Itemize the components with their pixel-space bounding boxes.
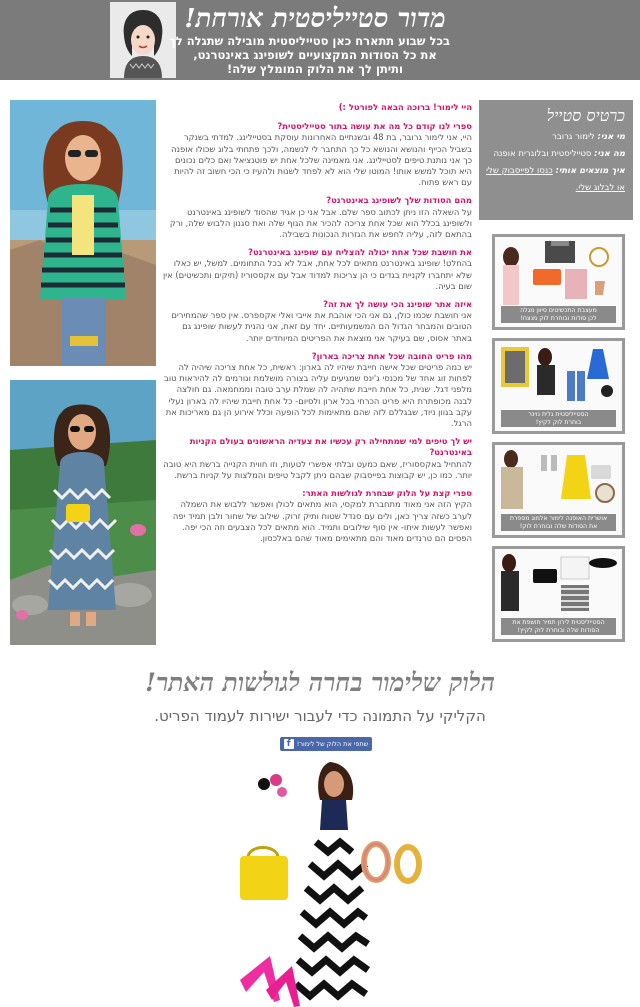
facebook-icon: f xyxy=(284,739,294,749)
answer: על השאלה הזו ניתן לכתוב ספר שלם. אבל אני כן אגיד שהסוד לשופינג באינטרנט ולשופינג בכלל הוא שכל אחת צריכה להכיר את הגוף שלה ואת סגנון הלבוש שלה, ורק בהתאם לזה, עליה לחפש את הגזרות הנכונות בשבילה. xyxy=(169,206,472,240)
card-label: איך מוצאים אותי: xyxy=(555,166,625,176)
share-label: שתפי את הלוק של לימור! xyxy=(296,740,369,748)
look-card[interactable] xyxy=(492,234,625,330)
interview-article xyxy=(162,102,472,652)
answer: אני חושבת שכמו כולן, גם אני הכי אוהבת את אייבי ואלי אקספרס. אין ספר שהמחירים הטובים והמבחר הגדול הם המשמעותיים. יחד עם זאת, אני נהנית לעשות שופינג גם באתר אסוס, שם בעיקר אני מוצאת את הפריטים המיוחדים יותר. xyxy=(171,310,472,343)
related-looks xyxy=(492,234,625,650)
card-label: מה אני: xyxy=(594,149,625,159)
facebook-link[interactable]: כנסו לפייסבוק שלי xyxy=(486,166,553,176)
card-row-blog xyxy=(487,183,625,194)
look-card[interactable] xyxy=(492,442,625,538)
caption-line: הסטייליסטית לירון תמיר חושפת את xyxy=(512,619,605,626)
question: ספרי קצת על הלוק שבחרת לגולשות האתר: xyxy=(302,488,472,499)
subtitle-line: בכל שבוע תתארח כאן סטייליסטית מובילה שתגלה לך xyxy=(169,34,450,48)
question: מהו פריט החובה שכל אחת צריכה בארון? xyxy=(311,350,472,361)
look-card[interactable] xyxy=(492,546,625,642)
answer: יש כמה פריטים שכל אישה חייבת שיהיו לה בארון: ראשית, כל אחת צריכה שיהיה לה לפחות זוג אחד של מכנסי ג'ינס שמגיעים עליה בצורה מושלמת וגורמים לה להיראות טוב מלפני דגל. שנית, כל אחת חייבת שתהיה לה שמלת ערב טובה וממחמאה. גם חולצה לבנה מכופתרת היא פריט הכרחי בכל ארון ולסיום- כל אחת חייבת שיהיו לה בארון נעלי עקב בגוון ניוד, שבגללם לזה שהם מתאימות לכל הופעה וכלל אירוע הן גם מאריכות את הרגל. xyxy=(164,362,472,429)
page-title: מדור סטייליסטית אורחת! xyxy=(184,4,446,34)
question: את חושבת שכל אחת יכולה להצליח עם שופינג באינטרנט? xyxy=(248,247,472,258)
answer: בהחלט! שופינג באינטרנט מתאים לכל אחת, אבל לא בכל התחומים. למשל, יש כאלו שלא יתחברו לקניית בגדים כי הן צריכות למדוד אבל עם אקססוריז (תיקים ותכשיטים) אין שום בעיה. xyxy=(162,258,472,291)
stylist-photo-1 xyxy=(10,100,156,366)
header-subtitle xyxy=(169,34,450,76)
question: מהם הסודות שלך לשופינג באינטרנט? xyxy=(326,195,472,206)
question: יש לך טיפים למי שמתחילה רק עכשיו את צעדיה הראשונים בעולם הקניות באינטרנט? xyxy=(189,436,472,458)
look-caption xyxy=(501,306,616,323)
look-tagline: הלוק שלימור בחרה לגולשות האתר! xyxy=(145,668,495,697)
look-caption xyxy=(501,410,616,427)
page-header xyxy=(0,0,640,80)
click-hint: הקליקי על התמונה כדי לעבור ישירות לעמוד הפריט. xyxy=(154,707,486,725)
caption-line: לכן סודות ובוחרת לוק מנצח! xyxy=(520,314,597,322)
question: איזה אתר שופינג הכי עושה לך את זה? xyxy=(323,299,472,310)
answer: היי, אני לימור גרובר, בת 48 ובשנתיים האחרונות עוסקת בסטיילינג. למדתי בשנקר בשביל הכייף והנושא והנושא כל כך התחבר לי לנשמה, ולכך פתחתי בלוג שכולו אופנה כך אני נותנת טיפים לסטיילינג. אני מאמינה שלכל אחת יש פוטנציאל ואם כלים נכונים היא תוכל למשש אותו! המוטו שלי הוא לא לפחד לשנות ולהעיז כי הכי חשוב זה להיות עם ראש פתוח. xyxy=(171,132,472,188)
caption-line: מעצבת התכשיטים סיוון מגלה xyxy=(520,307,597,314)
guest-avatar xyxy=(110,2,176,78)
card-value: לימור גרובר xyxy=(552,132,595,142)
main-content xyxy=(0,80,640,655)
look-card[interactable] xyxy=(492,338,625,434)
subtitle-line: ותיתן לך את הלוק המומלץ שלה! xyxy=(227,62,403,76)
card-row-what xyxy=(487,149,625,160)
caption-line: אושרית האופנה לימור אלמוג מספרת xyxy=(509,515,608,522)
subtitle-line: את כל הסודות המקצועיים לשופינג באינטרנט, xyxy=(193,48,437,62)
caption-line: את הסודות שלה ובוחרת לוק! xyxy=(519,522,598,530)
look-caption xyxy=(501,514,616,531)
caption-line: בוחרת לוק לקיץ! xyxy=(535,418,582,426)
blog-link[interactable]: או לבלוג שלי. xyxy=(575,183,625,193)
facebook-share-button[interactable] xyxy=(280,737,372,751)
question: ספרי לנו קודם כל מה את עושה בתור סטייליסטית? xyxy=(277,121,472,132)
caption-line: הסטייליסטית גלית נוינר xyxy=(528,411,589,418)
chosen-look-collage[interactable] xyxy=(230,760,430,1007)
caption-line: הסודות שלה ובוחרת לוק לקיץ! xyxy=(517,626,600,634)
card-label: מי אני: xyxy=(597,132,625,142)
style-card-title: כרטיס סטייל xyxy=(546,106,625,125)
article-greeting: היי לימור! ברוכה הבאה לפורטל :) xyxy=(338,102,472,112)
card-value: סטייליסטית ובלוגרית אופנה xyxy=(493,149,592,159)
answer: להתחיל באקססוריז, שאם כמעט ובלתי אפשרי לטעות, וזו חווית הקנייה ברשת היא טובה יותר. כמו כן, יש קבוצות בפייסבוק שבהם ניתן לקבל טיפים והמלצות על קניות ברשת. xyxy=(163,458,472,480)
card-row-who xyxy=(487,132,625,143)
stylist-photo-2 xyxy=(10,380,156,645)
card-row-find xyxy=(487,166,625,177)
look-caption xyxy=(501,618,616,635)
style-card xyxy=(479,100,633,220)
answer: הקיץ הזה אני מאוד מתחברת למקסי, הוא מתאים לכולן ואפשר ללבוש את השמלה לערב כשזה צריך כאן, ולים עם סנדל שטוח ותיק זרוק. שילוב של שחור ולבן תמיד יפה ואפשר לעשות איתו- אין סוף שילובים ותמיד. הוא מתאים לכל הצבעים וזה הכי יפה. הפסים הם טרנדים מאוד והם מתאימים מאוד שהם באלכסון. xyxy=(172,499,472,543)
